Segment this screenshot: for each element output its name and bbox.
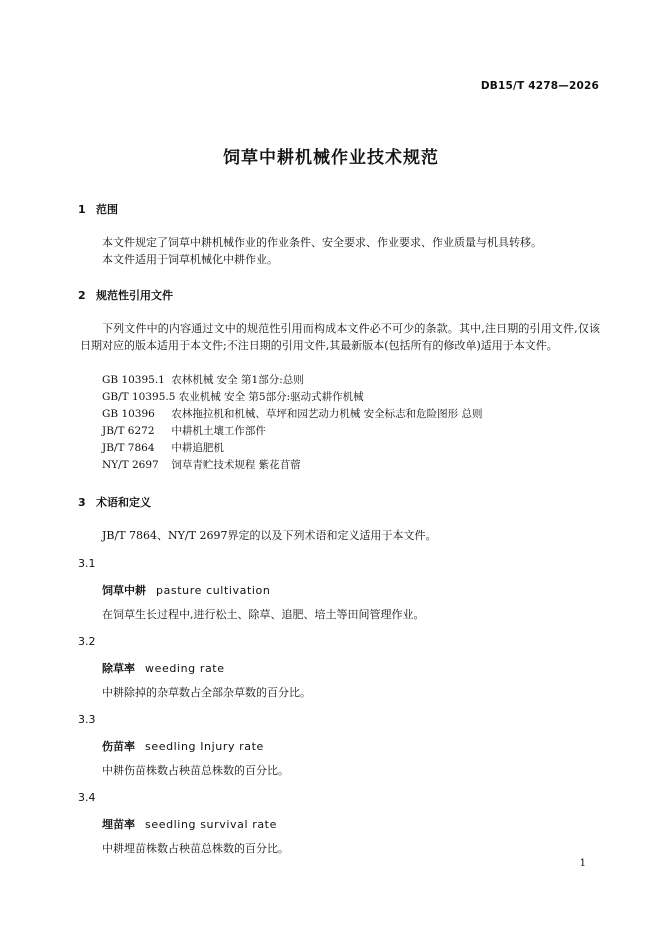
section-heading-normative-references: [78, 287, 173, 303]
term-definition: 中耕伤苗株数占秧苗总株数的百分比。: [102, 764, 289, 777]
standard-code: DB15/T 4278—2026: [480, 80, 599, 92]
section-heading-terms-and-definitions: [78, 494, 151, 510]
reference-code: GB 10396: [102, 408, 155, 420]
reference-title: 农林拖拉机和机械、草坪和园艺动力机械 安全标志和危险图形 总则: [171, 408, 483, 420]
section-title: 范围: [96, 203, 118, 216]
reference-title: 中耕机土壤工作部件: [171, 425, 266, 437]
reference-title: 农业机械 安全 第5部分:驱动式耕作机械: [178, 391, 364, 403]
reference-code: GB/T 10395.5: [102, 391, 176, 403]
term-entry: [102, 660, 225, 676]
reference-item: [102, 440, 224, 455]
term-chinese: 伤苗率: [102, 740, 135, 753]
term-definition: 中耕埋苗株数占秧苗总株数的百分比。: [102, 842, 289, 855]
term-chinese: 除草率: [102, 662, 135, 675]
reference-code: JB/T 6272: [102, 425, 155, 437]
reference-item: [102, 389, 364, 404]
reference-item: [102, 457, 301, 472]
section-title: 术语和定义: [96, 496, 151, 509]
section-title: 规范性引用文件: [96, 289, 173, 302]
term-english: seedling survival rate: [145, 818, 277, 831]
section-number: 3: [78, 496, 86, 509]
term-chinese: 埋苗率: [102, 818, 135, 831]
reference-code: NY/T 2697: [102, 459, 159, 471]
reference-item: [102, 406, 483, 421]
section-heading-scope: [78, 201, 118, 217]
term-definition: 在饲草生长过程中,进行松土、除草、追肥、培土等田间管理作业。: [102, 608, 425, 621]
reference-code: JB/T 7864: [102, 442, 155, 454]
term-number: 3.3: [78, 713, 96, 726]
term-english: pasture cultivation: [156, 584, 271, 597]
term-chinese: 饲草中耕: [102, 584, 146, 597]
term-english: seedling Injury rate: [145, 740, 264, 753]
term-entry: [102, 738, 264, 754]
reference-item: [102, 372, 304, 387]
document-title: 饲草中耕机械作业技术规范: [223, 148, 439, 168]
term-definition: 中耕除掉的杂草数占全部杂草数的百分比。: [102, 686, 311, 699]
page-number: 1: [579, 858, 586, 869]
scope-paragraph-2: 本文件适用于饲草机械化中耕作业。: [102, 253, 278, 266]
term-entry: [102, 816, 277, 832]
term-english: weeding rate: [145, 662, 225, 675]
reference-title: 饲草青贮技术规程 紫花苜蓿: [171, 459, 301, 471]
section-number: 2: [78, 289, 86, 302]
term-number: 3.1: [78, 557, 96, 570]
section-number: 1: [78, 203, 86, 216]
reference-code: GB 10395.1: [102, 374, 165, 386]
term-number: 3.4: [78, 791, 96, 804]
reference-item: [102, 423, 266, 438]
term-entry: [102, 582, 270, 598]
normative-references-intro: 下列文件中的内容通过文中的规范性引用而构成本文件必不可少的条款。其中,注日期的引用文件,仅该日期对应的版本适用于本文件;不注日期的引用文件,其最新版本(包括所有的修改单)适用于本文件。: [80, 322, 600, 352]
reference-title: 农林机械 安全 第1部分:总则: [171, 374, 304, 386]
terms-intro: JB/T 7864、NY/T 2697界定的以及下列术语和定义适用于本文件。: [102, 529, 437, 542]
scope-paragraph-1: 本文件规定了饲草中耕机械作业的作业条件、安全要求、作业要求、作业质量与机具转移。: [102, 236, 542, 249]
reference-title: 中耕追肥机: [171, 442, 224, 454]
term-number: 3.2: [78, 635, 96, 648]
